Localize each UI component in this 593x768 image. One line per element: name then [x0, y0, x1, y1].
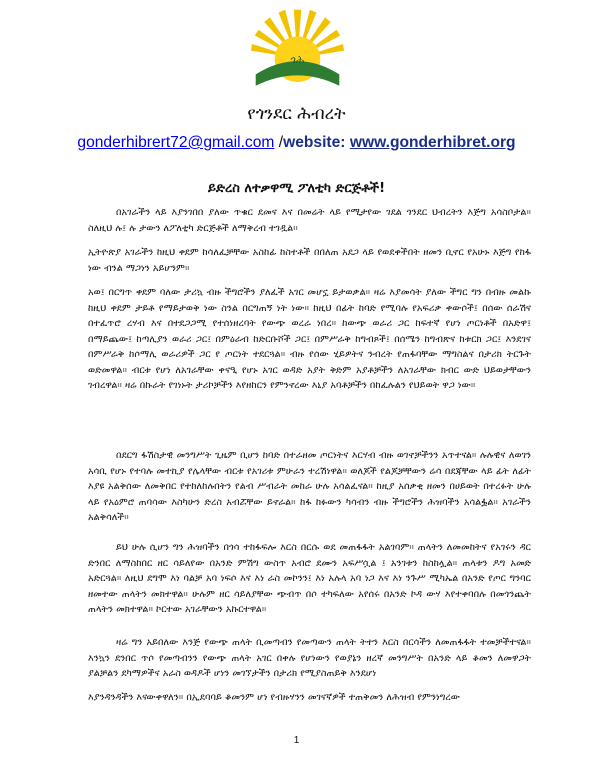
- paragraph-3: አወ፤ በርግጥ ቀደም ባለው ታሪኳ ብዙ ችግሮችን ያለፈች አገር መሆኗ ይታወቃል። ዛሬ እያመሳት ያለው ችግር ግን በብዙ መልኩ ከዚህ ቀደም ታይቶ የማይታወቅ ነው ስንል በርግጠኝ ነት ነው። ከዚህ በፊት ከባድ የሚባሉ የአፍሪቃ ቀውሶች፤ በሰው ሰራሽና በተፈጥሮ ረሃብ እና በተደጋጋሚ የተሰነዘረባት የውጭ ወረራ ነበረ። ከውጭ ወራሪ ጋር ከፍተኛ የሆነ ጦርነቶች በአድዋ፤ በማይጨው፤ ከጣሊያን ወራሪ ጋር፤ በምዕራብ ከድርቡሾች ጋር፤ በምሥራቅ ከግብጾች፤ በሰሜን ከግብጽና ከቱርክ ጋር፤ እንደገና በምሥራቅ ከሶማሊ ወራሪዎች ጋር የ ጦርነት ተደርጓል። ብዙ የሰው ሂይዎትና ንብረት የጠፋባቸው ማግስልና በታሪክ ትርጉት ወድመዋል። ብርቱ የሆነ ለአገራቸው ቀናዒ የሆኑ አገር ወዳድ አያት ቅድም አያቶቻችን ለአገራቸው ክብር ውድ ህይወታቸውን ገብረዋል። ዛሬ በኩራት የገነኑት ታሪኮቻችን እየዘከርን የምንኖረው እኒያ አባቶቻችን በከፈሉልን የህይወት ዋጋ ነው።: [88, 287, 531, 391]
- document-title: ይድረስ ለተቃዋሚ ፖለቲካ ድርጅቶች!: [207, 181, 386, 196]
- paragraph-1: በአገራችን ላይ እያንገበበ ያለው ጥቁር ደመና እና በመሬት ላይ የሚታየው ገደል ጎንደር ህብረትን እጅግ አሳስቦታል። ስለዚህ ሉ፤ ሉ ታውን ለፖለቲካ ድርጅቶች ለማቅረብ ተገዷል።: [88, 207, 531, 234]
- contact-separator: /: [274, 134, 284, 151]
- contact-line: [40, 134, 553, 152]
- paragraph-5-block: [88, 540, 531, 618]
- paragraph-7-block: [88, 690, 531, 706]
- paragraph-2: ኢትዮጵያ አገራችን ከዚህ ቀደም ከሳለፈቻቸው አስከፊ ከስተቶች በበለጠ አደጋ ላይ የወደቀችበት ዘመን ቢኖር የአሁኑ እጅግ የከፋ ነው ብንል ማጋነን አይሆንም።: [88, 247, 531, 274]
- logo-text: ጎሕ: [290, 54, 305, 66]
- gonder-hibret-logo: [250, 6, 345, 101]
- paragraph-4-block: [88, 448, 531, 526]
- website-label: website:: [283, 134, 350, 151]
- paragraph-6-block: [88, 635, 531, 682]
- paragraph-5: ይህ ሁሉ ሲሆን ግን ሕዝባችን በጎሳ ተከፋፍሎ እርስ በርሱ ወደ መጠፋፋት አልገባም። ጠላትን ለመመከትና የአገሩን ዳር ድንበር ለማስከበር ዘር ሳይለየው በአንድ ምሽግ ውስጥ አብሮ ደሙን አፍሥሷል ፤ አንገቱን ከስከሏል። ጠላቱን ዶግ አመድ አድርጓል። ለዚህ ደግሞ እነ ባልቻ አባ ነፍሶ እና እነ ራስ መኮንን፤ እነ አሉላ አባ ነጋ እና እነ ንጉሥ ሚካኤል በአንድ የጦር ግንባር ዘመተው ጠላትን መክተዋል። ሁሉም ዘር ሳይለያቸው ጭብጥ በሶ ተካፍለው አየሰሩ በአንድ ኮዳ ውሃ እየተቀባበሉ በመጎንጨት ጠላትን መክተዋል። ኮርተው አገራቸውን አኩርተዋል።: [88, 542, 531, 615]
- email-link[interactable]: gonderhibrert72@gmail.com: [77, 134, 275, 151]
- paragraph-1-block: [88, 205, 531, 236]
- paragraph-7: እያንዳንዳችን እናውቀዋለን። በኢደባባይ ቆመንም ሆነ የብዙሃንን መገናኛዎች ተጠቅመን ለሕዝብ የምንነግረው: [88, 692, 460, 703]
- paragraph-2-block: [88, 245, 531, 276]
- paragraph-3-block: [88, 285, 531, 394]
- website-link[interactable]: www.gonderhibret.org: [349, 134, 516, 151]
- page-number: 1: [293, 735, 300, 746]
- organization-name: የጎንደር ሕብረት: [247, 104, 346, 124]
- paragraph-4: በደርግ ፋሽስታዊ መንግሥት ጊዜም ቢሆን ከባድ በተራዘመ ጦርነትና እርሃብ ብዙ ወገኖቻችንን አጥተናል። ሉሉዊና ለወገን አሳቢ የሆኑ የተባሉ መተኪያ የሌላቸው ብርቱ የአገሪቱ ምሁራን ተረሽነዋል። ወለጆች የልጆቻቸውን ሬሳ በደጃቸው ላይ ፊት ለፊት እያዩ አልቅሰው ለመቅበር የተከለከሉበትን የልብ ሥብራት መከራ ሁሉ አሳልፈናል። ከዚያ አሰቃቂ ዘመን በሀይወት በተረፉት ሁሉ ላይ የአዕምሮ ጠባሳው እስካሁን ድረስ አብሯቸው ይኖራል። ከፋ ከፉውን ካሳብን ብዙ ችግሮችን ሕዝባችን አሳልፏል። አገራችን አልቅሳለች።: [88, 450, 531, 523]
- paragraph-6: ዛሬ ግን አይበለው እንጅ የውጭ ጠላት ቢመጣብን የመጣውን ጠላት ትተን እርስ በርሳችን ለመጠፋፋት ተመቻችተናል። እንኳን ደንበር ጥሶ የመጣብንን የውጭ ጠላት አገር በቀሉ የሆነውን የወያኔን ዘረኛ መንግሥት በአንድ ላይ ቆመን ለመዋጋት ያልቻልን ደካማዎችና አራስ ወዳዶች ሆነን መገኘታችን በታሪክ የሚያስጠይቅ እንደሆነ: [88, 637, 531, 679]
